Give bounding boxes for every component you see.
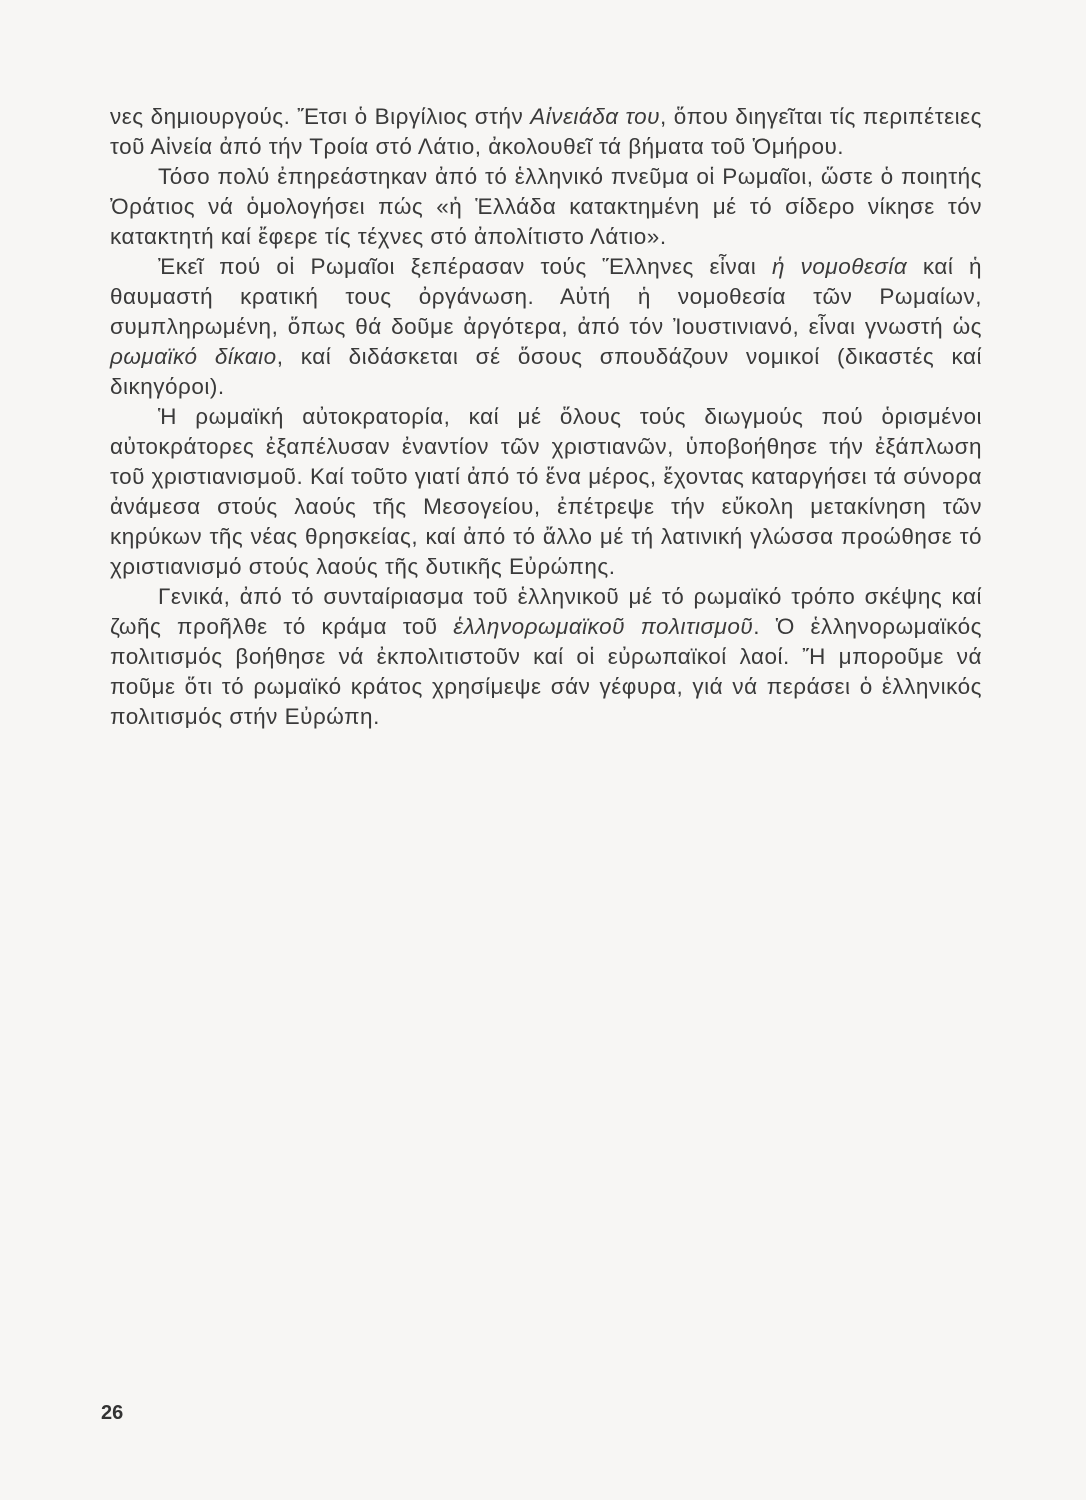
italic-term: ρωμαϊκό δίκαιο <box>110 344 277 369</box>
paragraph-p4 <box>110 402 982 582</box>
text-run: . Ὁ ἑλληνορωμαϊκός πολιτισμός βοήθησε νά ἐκπολιτιστοῦν καί οἱ εὐρωπαϊκοί λαοί. Ἤ μποροῦμε νά ποῦμε ὅτι τό ρωμαϊκό κράτος χρησίμεψε σάν γέφυρα, γιά νά περάσει ὁ ἑλληνικός πολιτισμός στήν Εὐρώπη. <box>110 614 982 729</box>
text-run: Ἐκεῖ πού οἱ Ρωμαῖοι ξεπέρασαν τούς Ἕλληνες εἶναι <box>158 254 772 279</box>
italic-term: ἡ νομοθεσία <box>771 254 908 279</box>
text-run: Τόσο πολύ ἐπηρεάστηκαν ἀπό τό ἑλληνικό πνεῦμα οἱ Ρωμαῖοι, ὥστε ὁ ποιητής Ὀράτιος νά ὁμολογήσει πώς «ἡ Ἑλλάδα κατακτημένη μέ τό σίδερο νίκησε τόν κατακτητή καί ἔφερε τίς τέχνες στό ἀπολίτιστο Λάτιο». <box>110 164 982 249</box>
paragraph-p2 <box>110 162 982 252</box>
text-run: , ὅπου διηγεῖται τίς περιπέτειες τοῦ Αἰνεία ἀπό τήν Τροία στό Λάτιο, ἀκολουθεῖ τά βήματα τοῦ Ὁμήρου. <box>110 104 982 159</box>
text-run: Ἡ ρωμαϊκή αὐτοκρατορία, καί μέ ὅλους τούς διωγμούς πού ὁρισμένοι αὐτοκράτορες ἐξαπέλυσαν ἐναντίον τῶν χριστιανῶν, ὑποβοήθησε τήν ἐξάπλωση τοῦ χριστιανισμοῦ. Καί τοῦτο γιατί ἀπό τό ἕνα μέρος, ἔχοντας καταργήσει τά σύνορα ἀνάμεσα στούς λαούς τῆς Μεσογείου, ἐπέτρεψε τήν εὔκολη μετακίνηση τῶν κηρύκων τῆς νέας θρησκείας, καί ἀπό τό ἄλλο μέ τή λατινική γλώσσα προώθησε τό χριστιανισμό στούς λαούς τῆς δυτικῆς Εὐρώπης. <box>110 404 982 579</box>
text-run: καί ἡ θαυμαστή κρατική τους ὀργάνωση. Αὐτή ἡ νομοθεσία τῶν Ρωμαίων, συμπληρωμένη, ὅπως θά δοῦμε ἀργότερα, ἀπό τόν Ἰουστινιανό, εἶναι γνωστή ὡς <box>110 254 983 339</box>
text-run: , καί διδάσκεται σέ ὅσους σπουδάζουν νομικοί (δικαστές καί δικηγόροι). <box>110 344 982 399</box>
text-run: νες δημιουργούς. Ἔτσι ὁ Βιργίλιος στήν <box>110 104 531 129</box>
paragraph-p5 <box>110 582 982 732</box>
body-text <box>110 102 982 732</box>
italic-term: Αἰνειάδα του <box>530 104 661 129</box>
paragraph-p3 <box>110 252 982 402</box>
text-run: Γενικά, ἀπό τό συνταίριασμα τοῦ ἑλληνικοῦ μέ τό ρωμαϊκό τρόπο σκέψης καί ζωῆς προῆλθε τό κράμα τοῦ <box>110 584 982 639</box>
paragraph-p1 <box>110 102 982 162</box>
italic-term: ἑλληνορωμαϊκοῦ πολιτισμοῦ <box>453 614 754 639</box>
page-number: 26 <box>101 1402 124 1424</box>
